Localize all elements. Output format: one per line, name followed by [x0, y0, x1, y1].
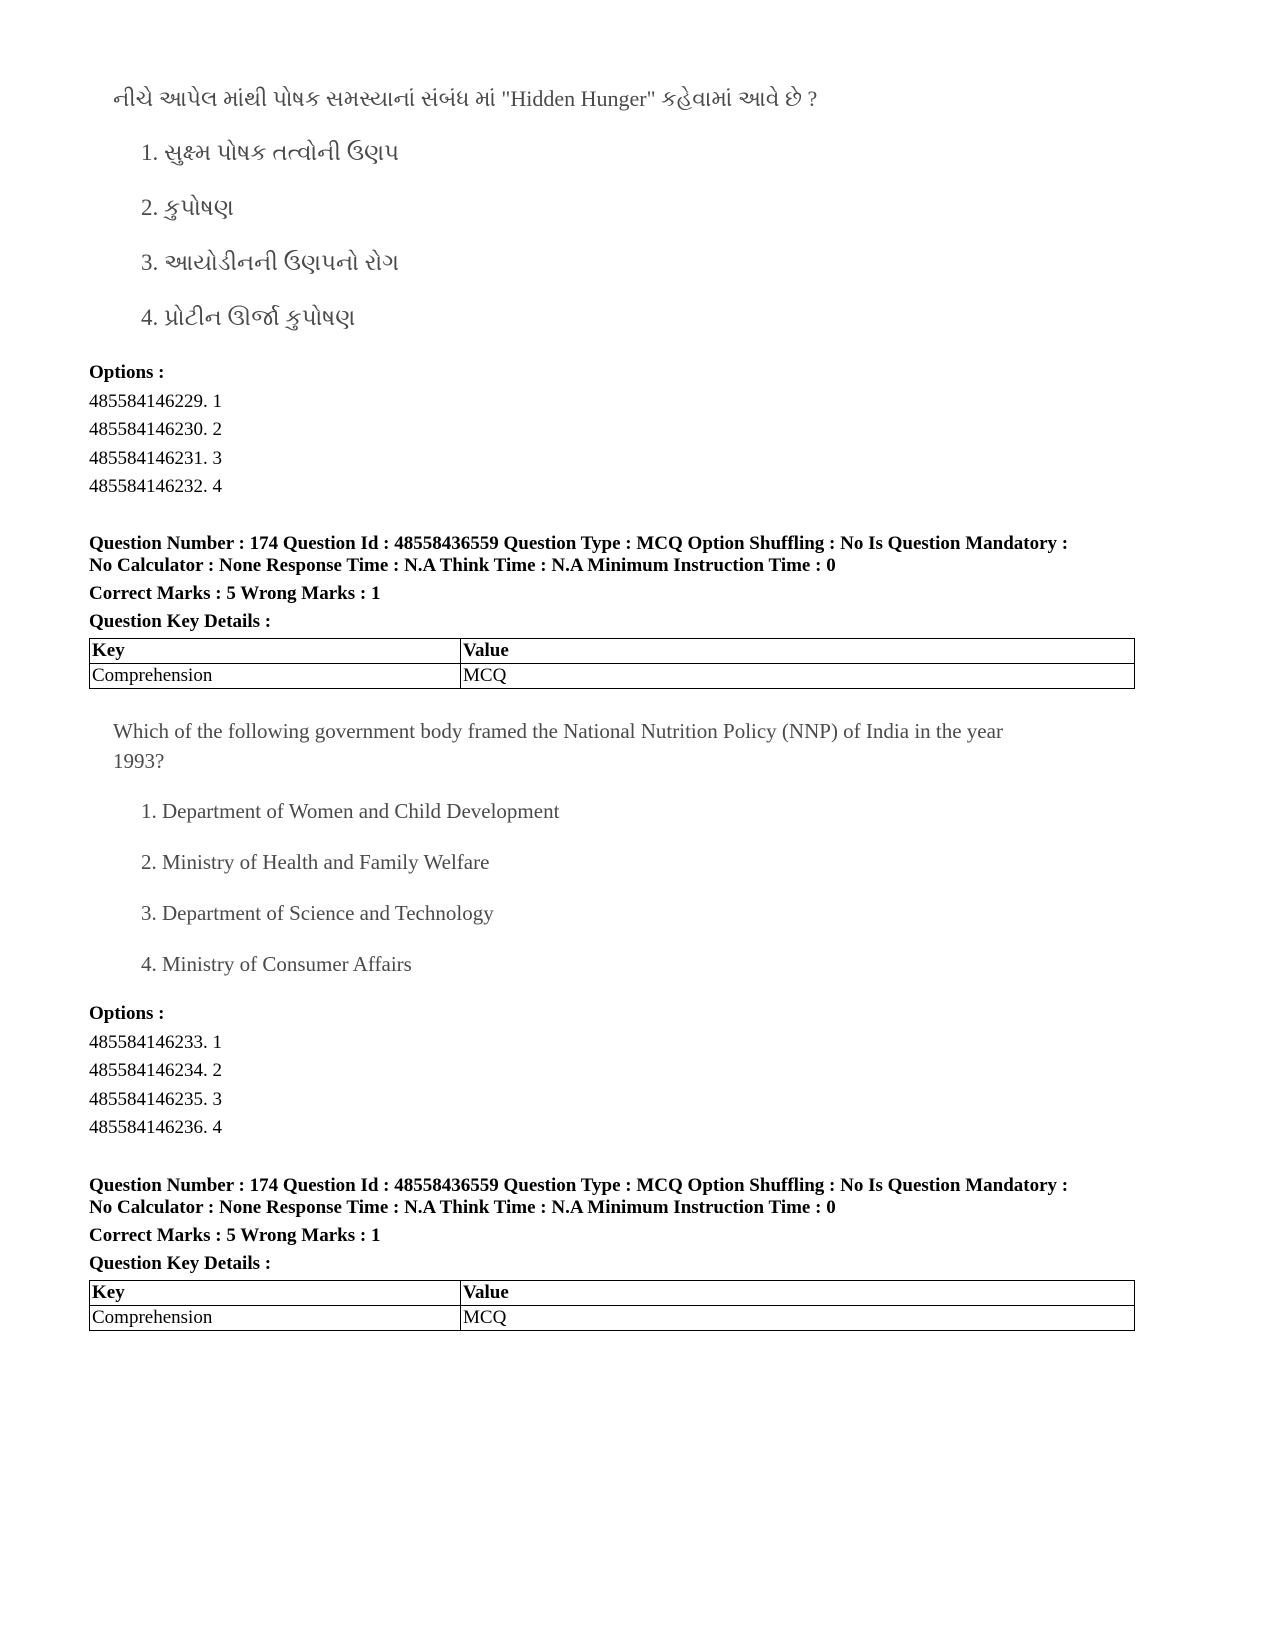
question-1-choice-2: 2. કુપોષણ — [141, 195, 234, 220]
question-2-image — [113, 716, 1003, 979]
question-2-options — [89, 1000, 222, 1143]
table-cell-value: MCQ — [461, 664, 1135, 689]
key-details-title: Question Key Details : — [89, 1253, 272, 1274]
options-title: Options : — [89, 362, 165, 383]
option-item: 485584146231. 3 — [89, 447, 222, 469]
question-2-stem-line-1: Which of the following government body framed the National Nutrition Policy (NNP) of India in the year — [113, 719, 1003, 743]
key-details-table — [89, 1280, 1135, 1331]
table-cell-value: MCQ — [461, 1306, 1135, 1331]
option-item: 485584146232. 4 — [89, 476, 222, 497]
key-details-title: Question Key Details : — [89, 611, 272, 632]
table-row — [90, 1306, 1135, 1331]
marks-line: Correct Marks : 5 Wrong Marks : 1 — [89, 583, 381, 604]
option-item: 485584146233. 1 — [89, 1031, 222, 1053]
table-header-key: Key — [90, 639, 461, 664]
table-cell-key: Comprehension — [90, 664, 461, 689]
question-meta-1 — [89, 533, 1149, 689]
question-1-choice-3: 3. આયોડીનની ઉણપનો રોગ — [141, 250, 400, 275]
question-1-stem: નીચે આપેલ માંથી પોષક સમસ્યાનાં સંબંધ માં "Hidden Hunger" કહેવામાં આવે છે ? — [113, 86, 818, 111]
key-details-table — [89, 638, 1135, 689]
question-meta-line-1: Question Number : 174 Question Id : 48558436559 Question Type : MCQ Option Shuffling : No Is Question Mandatory : — [89, 1175, 1069, 1196]
table-header-row — [90, 639, 1135, 664]
question-meta-line-2: No Calculator : None Response Time : N.A Think Time : N.A Minimum Instruction Time : 0 — [89, 555, 836, 576]
question-meta-line-2: No Calculator : None Response Time : N.A Think Time : N.A Minimum Instruction Time : 0 — [89, 1197, 836, 1218]
question-2-choice-4: 4. Ministry of Consumer Affairs — [141, 952, 412, 976]
table-header-value: Value — [461, 1281, 1135, 1306]
option-item: 485584146229. 1 — [89, 390, 222, 412]
option-item: 485584146236. 4 — [89, 1117, 222, 1138]
question-1-options — [89, 359, 222, 502]
options-title: Options : — [89, 1003, 165, 1024]
table-header-value: Value — [461, 639, 1135, 664]
question-2-choice-2: 2. Ministry of Health and Family Welfare — [141, 850, 490, 874]
option-item: 485584146234. 2 — [89, 1060, 222, 1081]
question-2-stem-line-2: 1993? — [113, 749, 165, 773]
question-2-choice-1: 1. Department of Women and Child Development — [141, 799, 560, 823]
option-item: 485584146235. 3 — [89, 1088, 222, 1110]
marks-line: Correct Marks : 5 Wrong Marks : 1 — [89, 1225, 381, 1246]
question-meta-2 — [89, 1175, 1149, 1331]
question-2-choice-3: 3. Department of Science and Technology — [141, 901, 494, 925]
question-1-choice-1: 1. સુક્ષ્મ પોષક તત્વોની ઉણપ — [141, 140, 400, 165]
question-meta-line-1: Question Number : 174 Question Id : 48558436559 Question Type : MCQ Option Shuffling : No Is Question Mandatory : — [89, 533, 1069, 554]
table-header-key: Key — [90, 1281, 461, 1306]
question-1-image — [113, 84, 817, 333]
table-header-row — [90, 1281, 1135, 1306]
option-item: 485584146230. 2 — [89, 419, 222, 440]
table-cell-key: Comprehension — [90, 1306, 461, 1331]
table-row — [90, 664, 1135, 689]
question-1-choice-4: 4. પ્રોટીન ઊર્જા કુપોષણ — [141, 305, 356, 330]
